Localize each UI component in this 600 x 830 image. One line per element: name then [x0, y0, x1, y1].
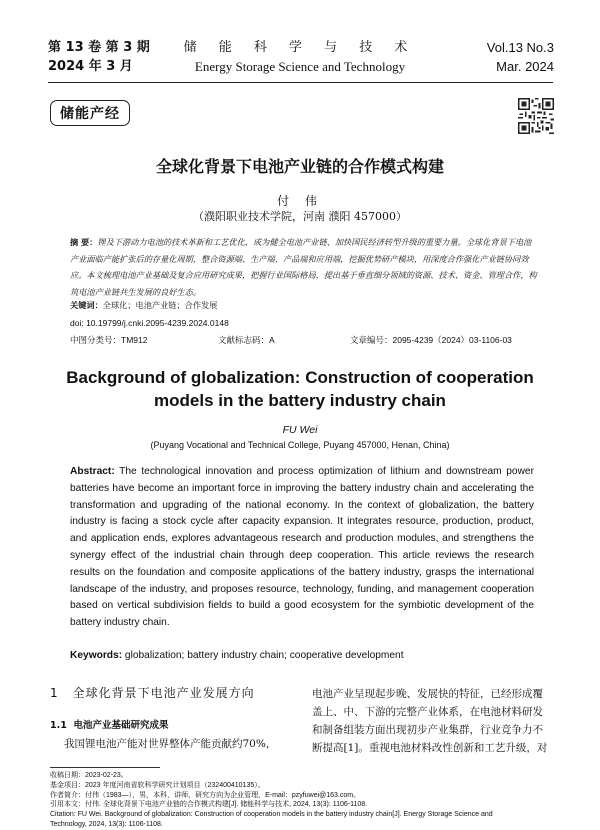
article-number: 文章编号：2095-4239（2024）03-1106-03 [350, 335, 512, 345]
abstract-zh-text: 锂及下游动力电池的技术革新和工艺优化，成为健全电池产业链、加快国民经济转型升级的重要力量。全球化背景下电池产业面临产能扩张后的存量化周期，整合资源端、生产端、产品端和应用端，挖掘优势研产模块，用深度合作强化产业链协同效应。本文梳理电池产业基础及复合应用研究成果，把握行业国际格局，提出基于垂直细分领域的资源、技术、资金、管理合作，构筑电池产业链共生发展的良好生态。 [70, 237, 537, 297]
author-en: FU Wei [282, 424, 318, 436]
section-label: 储能产经 [50, 100, 130, 126]
date-en: Mar. 2024 [496, 59, 554, 74]
journal-name-zh: 储 能 科 学 与 技 术 [183, 40, 417, 55]
subsection-heading [50, 717, 168, 731]
body-line: 电池产业呈现起步晚、发展快的特征，已经形成覆 [312, 688, 543, 700]
footnotes [50, 771, 558, 830]
body-line: 和制备组装方面出现初步产业集群，行业竞争力不 [312, 724, 543, 736]
abstract-en-text: The technological innovation and process optimization of lithium and downstream power batteries have become an important force in improving the battery industry chain and accelerating the transformation and upgrading of the national economy. In the context of globalization, the battery industry is facing a stock cycle after capacity expansion. It integrates resource, production, product, and application ends, explores advantageous research and production modules, and strengthens the synergy effect of the industrial chain through deep cooperation. This article reviews the research results on the foundation and composite applications of the battery industry, grasps the international landscape of the industry, and proposes resource, technology, funding, and management cooperation based on vertical subdivision fields to build a good ecosystem for the symbiotic development of the battery industry chain. [70, 466, 534, 629]
section-number: 1 [50, 686, 59, 700]
body-paragraph-right [312, 685, 556, 757]
body-paragraph-left: 我国锂电池产能对世界整体产能贡献约70%， [64, 738, 277, 750]
journal-name-en: Energy Storage Science and Technology [194, 59, 406, 74]
body-line: 盖上、中、下游的完整产业体系，在电池材料研发 [312, 706, 543, 718]
keywords-en [70, 650, 404, 661]
abstract-zh-label: 摘 要： [70, 237, 98, 247]
volume-zh: 第 13 卷 第 3 期 [48, 40, 150, 55]
title-en [0, 366, 600, 412]
date-zh: 2024 年 3 月 [48, 59, 133, 74]
issue-info-en [487, 38, 554, 76]
abstract-en-label: Abstract: [70, 466, 115, 477]
footnote-cite-en: Citation: FU Wei. Background of globalization: Construction of cooperation models in the battery industry chain[J]. Energy Storage Science and [50, 811, 493, 819]
footnote-cite-zh: 引用本文：付伟. 全球化背景下电池产业链的合作模式构建[J]. 储能科学与技术, 2024, 13(3): 1106-1108. [50, 801, 368, 809]
footnote-cite-en-cont: Technology, 2024, 13(3): 1106-1108. [50, 820, 163, 828]
title-zh: 全球化背景下电池产业链的合作模式构建 [155, 157, 444, 176]
doi: doi: 10.19799/j.cnki.2095-4239.2024.0148 [70, 318, 229, 328]
author-zh: 付 伟 [277, 194, 323, 208]
keywords-zh-text: 全球化；电池产业链；合作发展 [102, 300, 218, 310]
keywords-en-label: Keywords: [70, 650, 123, 661]
abstract-zh [70, 234, 538, 300]
affiliation-en: (Puyang Vocational and Technical College, Puyang 457000, Henan, China) [150, 440, 450, 450]
footnote-rule [50, 767, 160, 768]
title-en-line2: models in the battery industry chain [154, 391, 446, 410]
affiliation-zh: （濮阳职业技术学院，河南 濮阳 457000） [193, 210, 407, 223]
volume-en: Vol.13 No.3 [486, 40, 554, 55]
document-code: 文献标志码：A [218, 335, 275, 345]
subsection-title: 电池产业基础研究成果 [73, 720, 169, 731]
header-rule [48, 82, 553, 83]
section-heading [50, 684, 255, 701]
footnote-author: 作者简介：付伟（1983—），男，本科，讲师，研究方向为企业管理，E-mail：pzyfuwei@163.com。 [50, 791, 361, 799]
subsection-number: 1.1 [50, 720, 67, 731]
keywords-zh [70, 300, 217, 311]
body-line: 断提高[1]。重视电池材料改性创新和工艺升级，对 [312, 742, 548, 754]
abstract-en [70, 464, 534, 632]
clc-number: 中图分类号：TM912 [70, 335, 148, 345]
qr-code-icon [518, 98, 554, 134]
footnote-funding: 基金项目：2023 年度河南省软科学研究计划项目（232400410135）。 [50, 781, 265, 789]
footnote-received: 收稿日期：2023-02-23。 [50, 772, 128, 779]
title-en-line1: Background of globalization: Construction of cooperation [66, 368, 534, 387]
keywords-zh-label: 关键词： [70, 300, 103, 310]
keywords-en-text: globalization; battery industry chain; cooperative development [122, 650, 404, 661]
section-title: 全球化背景下电池产业发展方向 [72, 686, 255, 700]
